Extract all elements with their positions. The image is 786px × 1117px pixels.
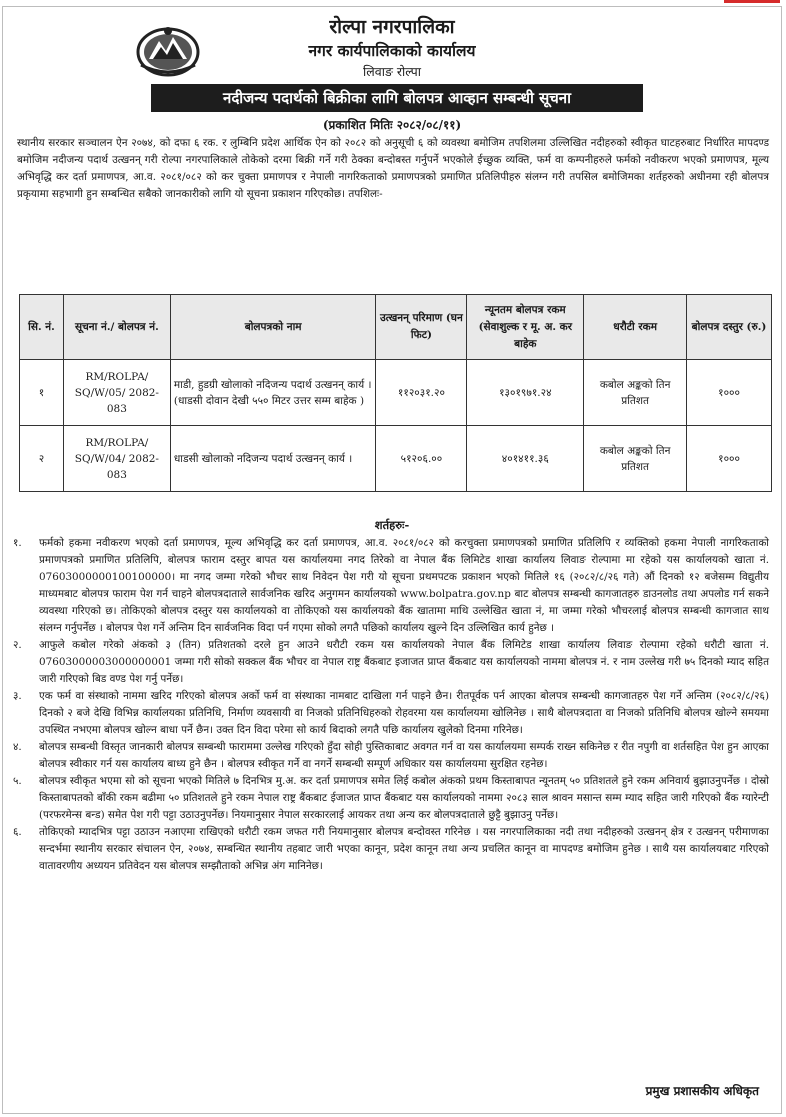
cell-deposit: कबोल अङ्कको तिन प्रतिशत bbox=[584, 426, 687, 492]
intro-paragraph: स्थानीय सरकार सञ्चालन ऐन २०७४, को दफा ६ रक. र लुम्बिनि प्रदेश आर्थिक ऐन को २०८२ को अनुसूची ६ को व्यवस्था बमोजिम तपशिलमा उल्लिखित नदीहरुको स्वीकृत घाटहरुबाट निर्धारित मापदण्ड बमोजिम नदीजन्य पदार्थ उत्खनन् गरी रोल्पा नगरपालिकाले तोकेको दरमा बिक्री गर्ने गरी ठेक्का बन्दोबस्त गर्नुपर्ने भएकोले ईच्छुक व्यक्ति, फर्म वा कम्पनीहरुले फर्मको नवीकरण भएको प्रमाणपत्र, मूल्य अभिवृद्धि कर दर्ता प्रमाणपत्र, आ.व. २०८१/०८२ को कर चुक्ता प्रमाणपत्र र नेपाली नागरिकताको प्रमाणपत्रको प्रमाणित प्रतिलिपीहरु संलग्न गरी तपसिल बमोजिमका शर्तहरुको अधीनमा रही बोलपत्र प्रकृयामा सहभागी हुन सम्बन्धित सबैको जानकारीको लागि यो सूचना प्रकाशन गरिएकोछ। तपशिलः- bbox=[17, 137, 769, 200]
cell-quantity: ११२०३१.२० bbox=[376, 360, 467, 426]
letterhead bbox=[3, 7, 781, 115]
cell-min-amount: १३०१९७१.२४ bbox=[467, 360, 584, 426]
col-header-name: बोलपत्रको नाम bbox=[170, 295, 376, 360]
municipality-name: रोल्पा नगरपालिका bbox=[329, 16, 455, 38]
term-item bbox=[13, 535, 769, 637]
term-number: ३. bbox=[13, 690, 22, 702]
term-number: ६. bbox=[13, 826, 22, 838]
cell-fee: १००० bbox=[687, 360, 772, 426]
term-number: ५. bbox=[13, 775, 22, 787]
term-item bbox=[13, 824, 769, 875]
signatory-title: प्रमुख प्रशासकीय अधिकृत bbox=[645, 1084, 759, 1098]
notice-document bbox=[2, 6, 782, 1114]
cell-min-amount: ४०१४११.३६ bbox=[467, 426, 584, 492]
table-row bbox=[20, 426, 772, 492]
term-item bbox=[13, 773, 769, 824]
col-header-deposit: धरौटी रकम bbox=[584, 295, 687, 360]
term-text: तोकिएको म्यादभित्र पट्टा उठाउन नआएमा राखिएको धरौटी रकम जफत गरी नियमानुसार बोलपत्र बन्दोवस्त गरिनेछ । यस नगरपालिकाका नदी तथा नदीहरुको उत्खनन् क्षेत्र र उत्खनन् परीमाणका सन्दर्भमा स्थानीय सरकार संचालन ऐन, २०७४, सम्बन्धित स्थानीय तहबाट जारी भएका कानून, प्रदेश कानून तथा अन्य प्रचलित कानून वा मापदण्ड बमोजिम हुनेछ । साथै यस कार्यालयबाट गरिएको वातावरणीय अध्ययन प्रतिवेदन यस बोलपत्र सम्झौताको अभिन्न अंग मानिनेछ। bbox=[39, 826, 769, 872]
col-header-notice-no: सूचना नं./ बोलपत्र नं. bbox=[63, 295, 170, 360]
term-number: १. bbox=[13, 537, 22, 549]
cell-name: धाडसी खोलाको नदिजन्य पदार्थ उत्खनन् कार्य । bbox=[170, 426, 376, 492]
published-date: (प्रकाशित मितिः २०८२/०८/११) bbox=[322, 118, 462, 132]
term-text: बोलपत्र स्वीकृत भएमा सो को सूचना भएको मितिले ७ दिनभित्र मु.अ. कर दर्ता प्रमाणपत्र समेत लिई कबोल अंकको प्रथम किस्ताबापत न्यूनतम् ५० प्रतिशतले हुने रकम अनिवार्य बुझाउनुपर्नेछ । दोस्रो किस्ताबापतको बाँकी रकम बढीमा ५० प्रतिशतले हुने रकम नेपाल राष्ट्र बैंकबाट ईजाजत प्राप्त बैंकबाट यस कार्यालयको नाममा २०८३ साल श्रावन मसान्त सम्म म्याद सहित जारी गरिएको बैंक ग्यारेन्टी (परफरमेन्स बन्ड) समेत पेश गरी पट्टा उठाउनुपर्नेछ। नियमानुसार नेपाल सरकारलाई आयकर तथा अन्य कर बोलपत्रदाताले छुट्टै बुझाउनु पर्नेछ। bbox=[39, 775, 769, 821]
col-header-quantity: उत्खनन् परिमाण (घन फिट) bbox=[376, 295, 467, 360]
notice-title: नदीजन्य पदार्थको बिक्रीका लागि बोलपत्र आव्हान सम्बन्धी सूचना bbox=[151, 84, 643, 112]
col-header-fee: बोलपत्र दस्तुर (रु.) bbox=[687, 295, 772, 360]
term-text: फर्मको हकमा नवीकरण भएको दर्ता प्रमाणपत्र, मूल्य अभिवृद्धि कर दर्ता प्रमाणपत्र, आ.व. २०८१/०८२ को करचुक्ता प्रमाणपत्रको प्रमाणित प्रतिलिपि र व्यक्तिको हकमा नेपाली नागरिकताको प्रमाणपत्रको प्रमाणित प्रतिलिपि, बोलपत्र फाराम दस्तुर बापत यस कार्यालयमा नगद तिरेको वा नेपाल बैंक लिमिटेड शाखा कार्यालय लिवाङ रोल्पामा मा रहेको यस कार्यालयको खाता नं. 07603000000100100000। मा नगद जम्मा गरेको भौचर साथ निवेदन पेश गरी यो सूचना प्रथमपटक प्रकाशन भएको मितिले १६ (२०८२/८/२६ गते) औं दिनको १२ बजेसम्म विद्युतीय माध्यमबाट बोलपत्र फाराम पेश गर्न चाहने बोलपत्रदाताले सार्वजनिक खरिद अनुगमन कार्यालयको www.bolpatra.gov.np बाट बोलपत्र सम्बन्धी कागजातहरु डाउनलोड तथा अपलोड गर्न सकने व्यवस्था गरिएको छ। तोकिएको बोलपत्र दस्तुर यस कार्यालयको वा तोकिएको यस कार्यालयको बैंक खातामा माथि उल्लेखित खाता नं, मा जम्मा गरेको भौचरलाई बोलपत्र सम्बन्धी कागजात साथ संलग्न गर्नुपर्नेछ । बोलपत्र पेश गर्ने अन्तिम दिन सार्वजनिक विदा पर्न गएमा सोको लगतै पछिको कार्यालय खुल्ने दिन उल्लिखित कार्य हुनेछ । bbox=[39, 537, 769, 634]
term-text: एक फर्म वा संस्थाको नाममा खरिद गरिएको बोलपत्र अर्को फर्म वा संस्थाका नामबाट दाखिला गर्न पाइने छैन। रीतपूर्वक पर्न आएका बोलपत्र सम्बन्धी कागजातहरु पेश गर्ने अन्तिम (२०८२/८/२६) दिनको २ बजे देखि विभिन्न कार्यालयका प्रतिनिधि, निर्माण व्यवसायी वा निजको प्रतिनिधिहरुको रोहवरमा यस कार्यालयमा खोलिनेछ । साथै बोलपत्रदाता वा निजको प्रतिनिधि बोलपत्र खोल्ने समयमा उपस्थित नभएमा बोलपत्र खोल्न बाधा पर्ने छैन। उक्त दिन विदा परेमा सो कार्य बिदाको लगतै पछि कार्यालय खुलेको दिनमा गरिनेछ। bbox=[39, 690, 769, 736]
cell-name: माडी, हुडग्री खोलाको नदिजन्य पदार्थ उत्खनन् कार्य । (धाडसी दोवान देखी ५५० मिटर उत्तर सम्म बाहेक ) bbox=[170, 360, 376, 426]
term-item bbox=[13, 688, 769, 739]
office-name: नगर कार्यपालिकाको कार्यालय bbox=[308, 41, 476, 60]
cell-notice-no: RM/ROLPA/ SQ/W/05/ 2082- 083 bbox=[63, 360, 170, 426]
cell-quantity: ५१२०६.०० bbox=[376, 426, 467, 492]
cell-sn: १ bbox=[20, 360, 64, 426]
term-text: आफुले कबोल गरेको अंकको ३ (तिन) प्रतिशतको दरले हुन आउने धरौटी रकम यस कार्यालयको नेपाल बैंक लिमिटेड शाखा कार्यालय लिवाङ रोल्पामा रहेको धरौटी खाता नं. 07603000003000000001 जम्मा गरी सोको सक्कल बैंक भौचर वा नेपाल राष्ट्र बैंकबाट इजाजत प्राप्त बैंकबाट यस कार्यालयको नाममा बोलपत्र नं. र नाम उल्लेख गरी ७५ दिनको म्याद सहित जारी गरिएको बिड वण्ड पेश गर्नु पर्नेछ। bbox=[39, 639, 769, 685]
office-location: लिवाङ रोल्पा bbox=[363, 64, 421, 79]
cell-deposit: कबोल अङ्कको तिन प्रतिशत bbox=[584, 360, 687, 426]
term-item bbox=[13, 739, 769, 773]
terms-list bbox=[13, 535, 769, 875]
cell-sn: २ bbox=[20, 426, 64, 492]
col-header-min-amount: न्यूनतम बोलपत्र रकम (सेवाशुल्क र मू. अ. कर बाहेक bbox=[467, 295, 584, 360]
table-header-row bbox=[20, 295, 772, 360]
bid-table bbox=[19, 294, 772, 492]
table-row bbox=[20, 360, 772, 426]
top-accent-bar bbox=[724, 0, 780, 3]
terms-title: शर्तहरुः- bbox=[374, 518, 410, 532]
term-text: बोलपत्र सम्बन्धी विस्तृत जानकारी बोलपत्र सम्बन्धी फाराममा उल्लेख गरिएको हुँदा सोही पुस्तिकाबाट अवगत गर्न वा यस कार्यालयमा सम्पर्क राख्न सकिनेछ र रीत नपुगी वा शर्तसहित पेश हुन आएका बोलपत्र स्वीकार गर्न यस कार्यालय बाध्य हुने छैन । बोलपत्र स्वीकृत गर्ने वा नगर्ने सम्बन्धी सम्पूर्ण अधिकार यस कार्यालयमा सुरक्षित रहनेछ। bbox=[39, 741, 769, 770]
term-item bbox=[13, 637, 769, 688]
cell-notice-no: RM/ROLPA/ SQ/W/04/ 2082-083 bbox=[63, 426, 170, 492]
col-header-sn: सि. नं. bbox=[20, 295, 64, 360]
term-number: २. bbox=[13, 639, 22, 651]
cell-fee: १००० bbox=[687, 426, 772, 492]
term-number: ४. bbox=[13, 741, 22, 753]
